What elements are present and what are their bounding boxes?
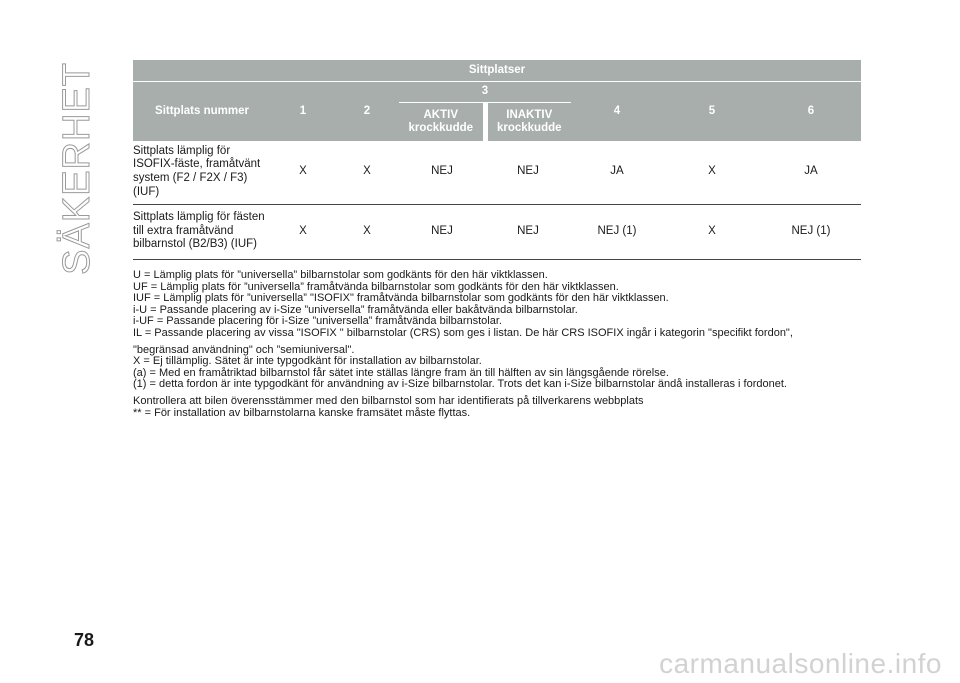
- table-cell: NEJ: [399, 204, 485, 259]
- page-number: 78: [74, 630, 95, 650]
- table-caption: Sittplatser: [133, 60, 861, 82]
- col-header-1: 1: [271, 82, 335, 142]
- legend-line: UF = Lämplig plats för ”universella” framåtvända bilbarnstolar som godkänts för den här viktklassen.: [133, 280, 619, 293]
- col-header-5: 5: [663, 82, 761, 142]
- legend-line: i-U = Passande placering av i-Size ”universella” framåtvända eller bakåtvända bilbarnstolar.: [133, 303, 578, 316]
- table-cell: NEJ (1): [571, 204, 663, 259]
- col-header-3: 3: [399, 82, 571, 103]
- col-header-3-inactive-airbag: INAKTIV krockkudde: [485, 103, 571, 142]
- table-cell: X: [271, 204, 335, 259]
- table-cell: JA: [761, 141, 861, 204]
- table-row: [133, 204, 861, 259]
- legend-line: (1) = detta fordon är inte typgodkänt för användning av i-Size bilbarnstolar. Trots det kan i-Size bilbarnstolar ändå installeras i fordonet.: [133, 378, 787, 391]
- table-cell: X: [335, 204, 399, 259]
- col-header-2: 2: [335, 82, 399, 142]
- table-cell: NEJ (1): [761, 204, 861, 259]
- table-cell: X: [335, 141, 399, 204]
- legend-line: X = Ej tillämplig. Sätet är inte typgodkänt för installation av bilbarnstolar.: [133, 355, 482, 368]
- legend-line: U = Lämplig plats för ”universella” bilbarnstolar som godkänts för den här viktklassen.: [133, 269, 548, 281]
- section-title-vertical: [56, 62, 120, 275]
- legend-line: "begränsad användning" och ”semiuniversal".: [133, 343, 355, 356]
- table-cell: NEJ: [399, 141, 485, 204]
- row-label: Sittplats lämplig för ISOFIX-fäste, framåtvänt system (F2 / F2X / F3) (IUF): [133, 141, 271, 204]
- col-header-6: 6: [761, 82, 861, 142]
- legend-line: ** = För installation av bilbarnstolarna kanske framsätet måste flyttas.: [133, 406, 471, 419]
- col-header-3-active-airbag: AKTIV krockkudde: [399, 103, 485, 142]
- legend-line: Kontrollera att bilen överensstämmer med den bilbarnstol som har identifierats på tillverkarens webbplats: [133, 394, 644, 407]
- watermark: carmanualsonline.info: [659, 648, 942, 679]
- section-title: SÄKERHET: [56, 62, 98, 275]
- table-cell: X: [271, 141, 335, 204]
- table-row: [133, 141, 861, 204]
- col-header-4: 4: [571, 82, 663, 142]
- table-cell: NEJ: [485, 141, 571, 204]
- legend-line: IUF = Lämplig plats för ”universella” "ISOFIX" framåtvända bilbarnstolar som godkänts för den här viktklassen.: [133, 292, 669, 305]
- table-cell: X: [663, 141, 761, 204]
- legend: [133, 270, 873, 419]
- table-cell: JA: [571, 141, 663, 204]
- row-label: Sittplats lämplig för fästen till extra framåtvänd bilbarnstol (B2/B3) (IUF): [133, 204, 271, 259]
- seating-table: [133, 60, 861, 260]
- legend-line: i-UF = Passande placering för i-Size ”universella” framåtvända bilbarnstolar.: [133, 315, 502, 328]
- table-cell: NEJ: [485, 204, 571, 259]
- legend-line: IL = Passande placering av vissa "ISOFIX " bilbarnstolar (CRS) som ges i listan. De här CRS ISOFIX ingår i kategorin "specifikt fordon",: [133, 326, 793, 339]
- row-header-seat-number: Sittplats nummer: [133, 82, 271, 142]
- legend-line: (a) = Med en framåtriktad bilbarnstol får sätet inte ställas längre fram än till hälften av sin längsgående rörelse.: [133, 366, 669, 379]
- table-cell: X: [663, 204, 761, 259]
